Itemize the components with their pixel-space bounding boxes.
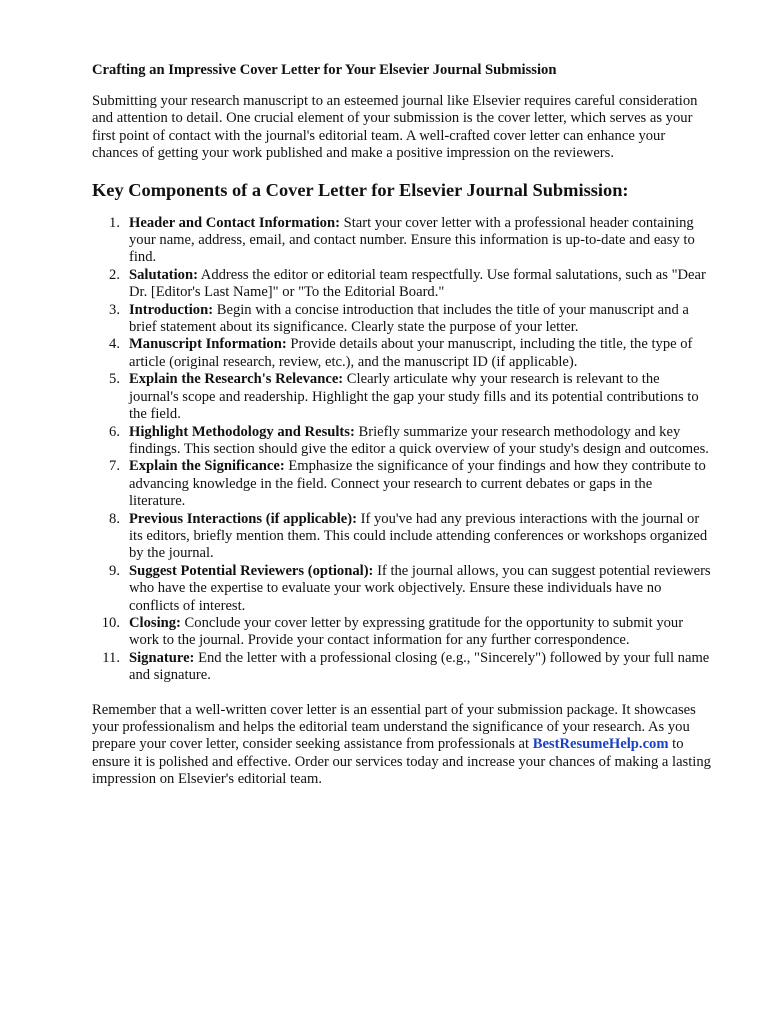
item-title: Header and Contact Information:	[129, 214, 340, 231]
bestresumehelp-link[interactable]: BestResumeHelp.com	[532, 736, 669, 753]
item-title: Introduction:	[129, 301, 214, 318]
item-text: Address the editor or editorial team respectfully. Use formal salutations, such as "Dear Dr. [Editor's Last Name]" or "To the Editorial Board."	[129, 266, 706, 301]
item-text: End the letter with a professional closing (e.g., "Sincerely") followed by your full name and signature.	[129, 649, 710, 684]
item-text: If the journal allows, you can suggest potential reviewers who have the expertise to evaluate your work objectively. Ensure these individuals have no conflicts of interest.	[129, 562, 711, 614]
item-text: Briefly summarize your research methodology and key findings. This section should give the editor a quick overview of your study's design and outcomes.	[129, 423, 709, 457]
list-item	[92, 267, 712, 302]
list-item	[92, 424, 712, 459]
item-title: Signature:	[129, 649, 195, 666]
document-title: Crafting an Impressive Cover Letter for Your Elsevier Journal Submission	[92, 62, 557, 78]
list-item	[92, 371, 712, 423]
list-item	[92, 215, 712, 267]
item-text: Emphasize the significance of your findings and how they contribute to advancing knowledge in the field. Connect your research to current debates or gaps in the literature.	[129, 458, 706, 510]
item-number: 8.	[109, 510, 120, 527]
closing-text-after-link: to ensure it is polished and effective. Order our services today and increase your chances of making a lasting impression on Elsevier's editorial team.	[92, 736, 711, 788]
list-item	[92, 302, 712, 337]
item-title: Explain the Significance:	[129, 458, 285, 475]
list-item	[92, 615, 712, 650]
item-text: Start your cover letter with a professional header containing your name, address, email, and contact number. Ensure this information is up-to-date and easy to find.	[129, 214, 695, 266]
closing-paragraph	[92, 702, 712, 789]
item-title: Highlight Methodology and Results:	[129, 423, 355, 440]
list-item	[92, 511, 712, 563]
item-number: 10.	[101, 614, 120, 631]
item-text: If you've had any previous interactions with the journal or its editors, briefly mention them. This could include attending conferences or workshops organized by the journal.	[129, 510, 708, 562]
item-title: Manuscript Information:	[129, 336, 287, 353]
item-text: Provide details about your manuscript, including the title, the type of article (original research, review, etc.), and the manuscript ID (if applicable).	[129, 336, 693, 370]
document-page	[92, 60, 712, 789]
components-list	[92, 215, 712, 685]
list-item	[92, 458, 712, 510]
item-number: 7.	[109, 458, 120, 475]
item-number: 5.	[109, 371, 120, 388]
item-number: 9.	[109, 562, 120, 579]
item-text: Begin with a concise introduction that includes the title of your manuscript and a brief statement about its significance. Clearly state the purpose of your letter.	[129, 301, 689, 336]
section-heading: Key Components of a Cover Letter for Elsevier Journal Submission:	[92, 179, 629, 200]
item-title: Suggest Potential Reviewers (optional):	[129, 562, 374, 579]
item-title: Previous Interactions (if applicable):	[129, 510, 357, 527]
item-text: Conclude your cover letter by expressing gratitude for the opportunity to submit your work to the journal. Provide your contact information for any further correspondence.	[129, 614, 684, 649]
item-title: Closing:	[129, 614, 181, 631]
intro-paragraph: Submitting your research manuscript to an esteemed journal like Elsevier requires careful consideration and attention to detail. One crucial element of your submission is the cover letter, which serves as your first point of contact with the journal's editorial team. A well-crafted cover letter can enhance your chances of getting your work published and make a positive impression on the reviewers.	[92, 93, 698, 162]
item-number: 1.	[109, 214, 120, 231]
item-number: 3.	[109, 301, 120, 318]
item-title: Explain the Research's Relevance:	[129, 371, 344, 388]
item-number: 6.	[109, 423, 120, 440]
item-text: Clearly articulate why your research is relevant to the journal's scope and readership. Highlight the gap your study fills and its potential contributions to the field.	[129, 371, 699, 423]
item-number: 4.	[109, 336, 120, 353]
item-number: 2.	[109, 266, 120, 283]
list-item	[92, 336, 712, 371]
closing-text-before-link: Remember that a well-written cover letter is an essential part of your submission package. It showcases your professionalism and helps the editorial team understand the significance of your research. As you prepare your cover letter, consider seeking assistance from professionals at	[92, 701, 696, 753]
item-number: 11.	[102, 649, 120, 666]
list-item	[92, 563, 712, 615]
item-title: Salutation:	[129, 266, 198, 283]
list-item	[92, 650, 712, 685]
